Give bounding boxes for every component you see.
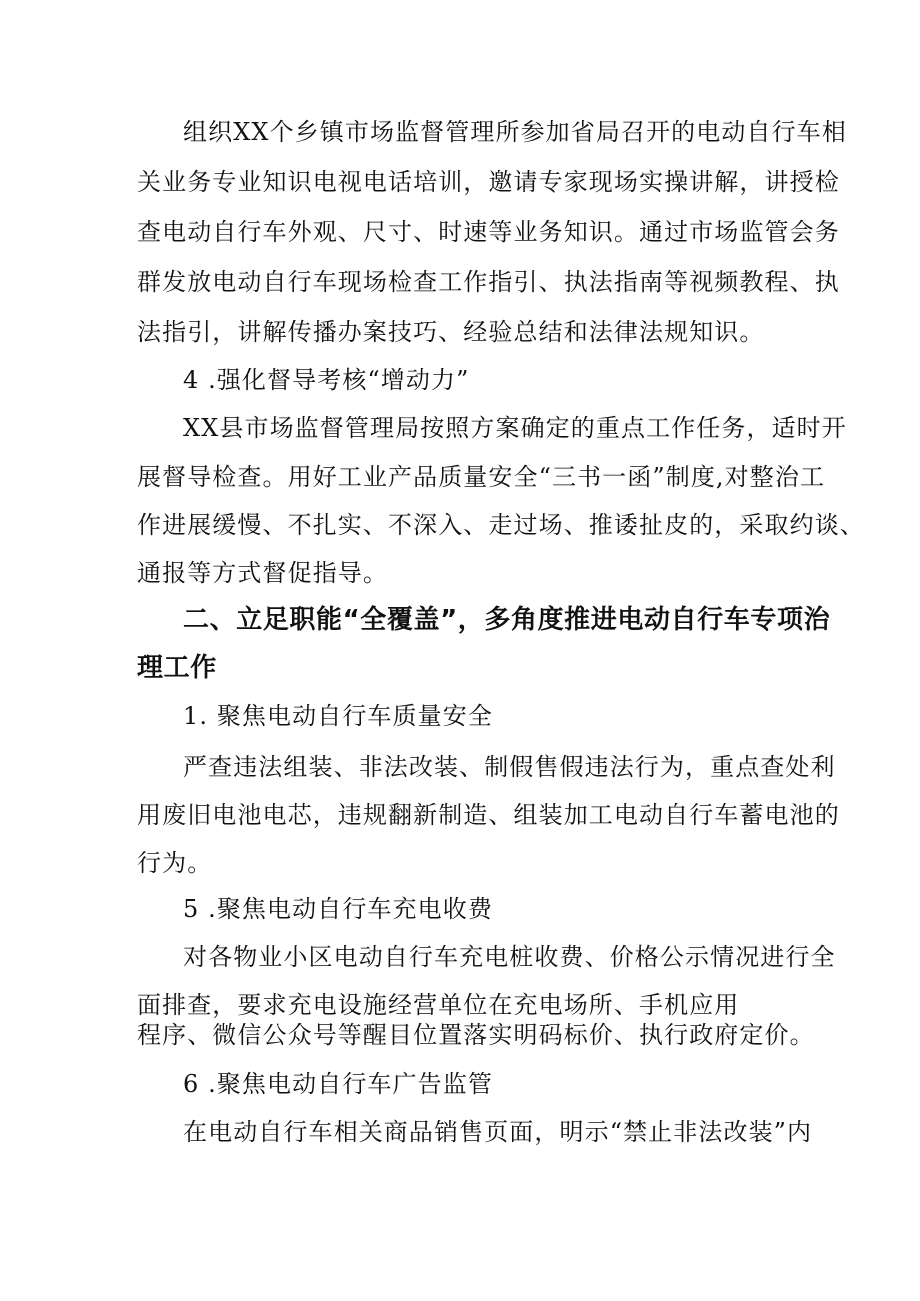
paragraph-2-line-3: 作进展缓慢、不扎实、不深入、走过场、推诿扯皮的，采取约谈、 [137, 511, 865, 539]
paragraph-3-line-2: 用废旧电池电芯，违规翻新制造、组装加工电动自行车蓄电池的 [137, 801, 840, 829]
paragraph-3-line-1: 严查违法组装、非法改装、制假售假违法行为，重点查处利 [183, 753, 836, 781]
subheading-6: 6 .聚焦电动自行车广告监管 [183, 1070, 493, 1098]
subheading-4: 4 .强化督导考核“增动力” [183, 366, 470, 394]
paragraph-4-line-2: 面排查，要求充电设施经营单位在充电场所、手机应用 [137, 991, 740, 1019]
paragraph-1-line-3: 查电动自行车外观、尺寸、时速等业务知识。通过市场监管会务 [137, 218, 840, 246]
paragraph-1-line-5: 法指引，讲解传播办案技巧、经验总结和法律法规知识。 [137, 318, 765, 346]
paragraph-3-line-3: 行为。 [137, 849, 213, 877]
paragraph-4-line-3: 程序、微信公众号等醒目位置落实明码标价、执行政府定价。 [137, 1021, 815, 1049]
paragraph-2-line-1: XX县市场监督管理局按照方案确定的重点工作任务，适时开 [183, 414, 847, 442]
paragraph-5-line-1: 在电动自行车相关商品销售页面，明示“禁止非法改装”内 [183, 1118, 813, 1146]
paragraph-1-line-4: 群发放电动自行车现场检查工作指引、执法指南等视频教程、执 [137, 268, 840, 296]
paragraph-1-line-1: 组织XX个乡镇市场监督管理所参加省局召开的电动自行车相 [183, 118, 847, 146]
paragraph-1-line-2: 关业务专业知识电视电话培训，邀请专家现场实操讲解，讲授检 [137, 168, 840, 196]
subheading-1: 1. 聚焦电动自行车质量安全 [183, 702, 493, 730]
subheading-5: 5 .聚焦电动自行车充电收费 [183, 895, 493, 923]
paragraph-2-line-2: 展督导检查。用好工业产品质量安全“三书一函”制度,对整治工 [137, 463, 826, 491]
section-heading-line-2: 理工作 [137, 653, 217, 683]
section-heading-line-1: 二、立足职能“全覆盖”，多角度推进电动自行车专项治 [183, 605, 831, 635]
paragraph-4-line-1: 对各物业小区电动自行车充电桩收费、价格公示情况进行全 [183, 943, 836, 971]
paragraph-2-line-4: 通报等方式督促指导。 [137, 559, 388, 587]
